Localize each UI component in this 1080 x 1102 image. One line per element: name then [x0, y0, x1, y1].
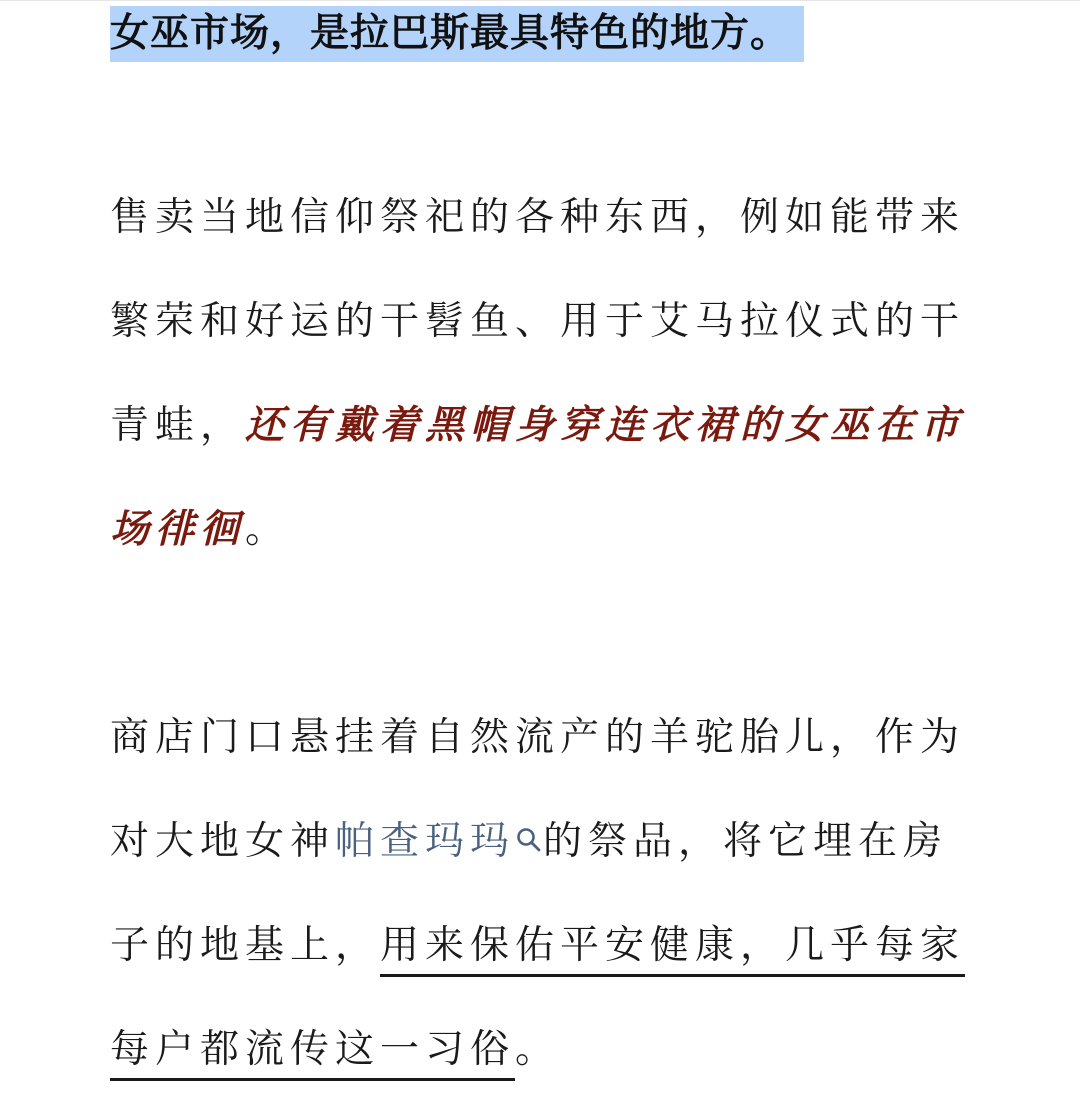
pachamama-link[interactable]: 帕查玛玛 [335, 819, 516, 864]
paragraph-1-line-4 [110, 478, 990, 582]
paragraph-1-period: 。 [245, 507, 291, 552]
search-icon[interactable] [515, 792, 543, 822]
top-divider [0, 0, 1080, 1]
headline [110, 6, 990, 62]
paragraph-1-line-3 [110, 374, 990, 478]
emphasis-text: 还有戴着黑帽身穿连衣裙的女巫在市 [245, 403, 966, 448]
paragraph-1-line-2: 繁荣和好运的干髫鱼、用于艾马拉仪式的干 [110, 299, 966, 344]
paragraph-1-line-3-text: 青蛙， [110, 403, 246, 448]
paragraph-2-line-3-pre: 子的地基上， [110, 923, 381, 968]
paragraph-2-line-2-pre: 对大地女神 [110, 819, 336, 864]
emphasis-text-continued: 场徘徊 [110, 507, 246, 552]
paragraph-2-line-2-post: 的祭品，将它埋在房 [543, 819, 949, 864]
paragraph-2-period: 。 [515, 1027, 561, 1072]
underlined-text: 用来保佑平安健康，几乎每家 [380, 923, 965, 977]
paragraph-2-line-1: 商店门口悬挂着自然流产的羊驼胎儿，作为 [110, 715, 966, 760]
underlined-text-continued: 每户都流传这一习俗 [110, 1027, 515, 1081]
paragraph-2-line-4 [110, 998, 990, 1102]
paragraph-2 [110, 686, 990, 1102]
paragraph-1 [110, 166, 990, 582]
paragraph-1-line-1: 售卖当地信仰祭祀的各种东西，例如能带来 [110, 195, 966, 240]
headline-text[interactable]: 女巫市场，是拉巴斯最具特色的地方。 [110, 6, 804, 62]
paragraph-2-line-3 [110, 894, 990, 998]
paragraph-2-line-2 [110, 790, 990, 894]
article-body [110, 6, 990, 1102]
